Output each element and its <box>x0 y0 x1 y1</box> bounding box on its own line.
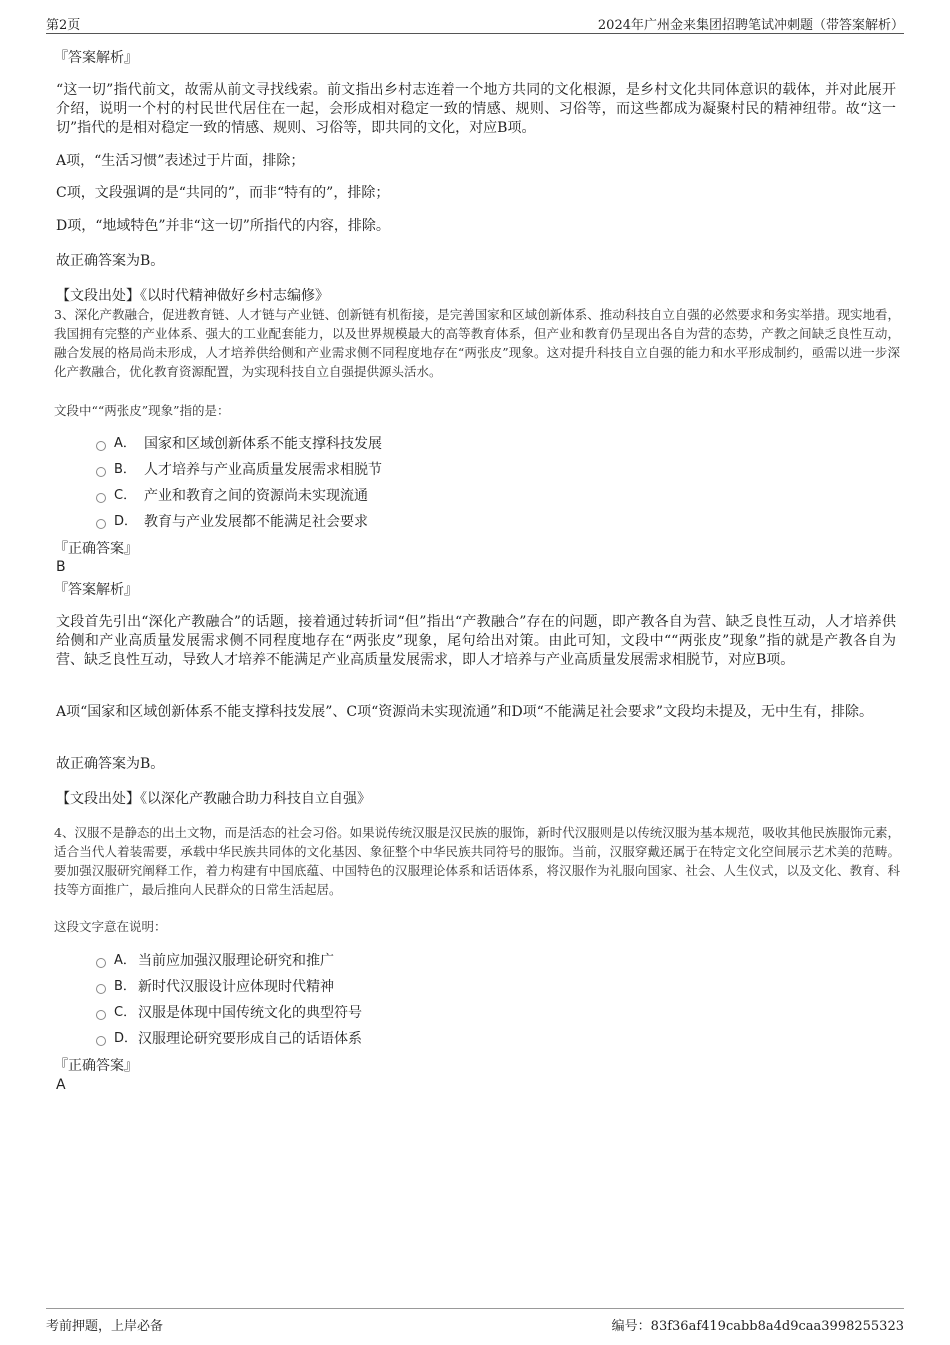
radio-button[interactable] <box>96 984 106 994</box>
option-letter: A． <box>114 436 136 451</box>
page-header <box>46 12 904 34</box>
radio-button[interactable] <box>96 1036 106 1046</box>
page-footer <box>46 1308 904 1334</box>
q4-correct-label: 『正确答案』 <box>54 1058 138 1074</box>
q3-analysis-paragraph: 文段首先引出“深化产教融合”的话题，接着通过转折词“但”指出“产教融合”存在的问题，即产教各自为营、缺乏良性互动，人才培养供给侧和产业高质量发展需求侧不同程度地存在“两张皮”现象，尾句给出对策。由此可知，文段中““两张皮”现象”指的就是产教各自为营、缺乏良性互动，导致人才培养不能满足产业高质量发展需求，即人才培养与产业高质量发展需求相脱节，对应B项。 <box>56 614 896 668</box>
q4-options <box>96 951 796 1055</box>
option-text: 汉服理论研究要形成自己的话语体系 <box>138 1031 362 1047</box>
document-title: 2024年广州金来集团招聘笔试冲刺题（带答案解析） <box>597 18 904 33</box>
radio-button[interactable] <box>96 1010 106 1020</box>
option-letter: D． <box>114 514 138 529</box>
q3-correct-label: 『正确答案』 <box>54 541 138 557</box>
q4-option-d[interactable] <box>96 1029 796 1055</box>
q3-option-b[interactable] <box>96 460 796 486</box>
q3-prompt: 文段中““两张皮”现象”指的是： <box>54 403 230 418</box>
radio-button[interactable] <box>96 958 106 968</box>
q3-conclusion: 故正确答案为B。 <box>56 756 165 772</box>
q3-stem: 3、深化产教融合，促进教育链、人才链与产业链、创新链有机衔接，是完善国家和区域创新体系、推动科技自立自强的必然要求和务实举措。现实地看，我国拥有完整的产业体系、强大的工业配套能力，以及世界规模最大的高等教育体系，但产业和教育仍呈现出各自为营的态势，产教之间缺乏良性互动，融合发展的格局尚未形成，人才培养供给侧和产业需求侧不同程度地存在“两张皮”现象。这对提升科技自立自强的能力和水平形成制约，亟需以进一步深化产教融合，优化教育资源配置，为实现科技自立自强提供源头活水。 <box>54 307 900 379</box>
option-text: 教育与产业发展都不能满足社会要求 <box>144 514 368 530</box>
q3-analysis-options: A项“国家和区域创新体系不能支撑科技发展”、C项“资源尚未实现流通”和D项“不能满足社会要求”文段均未提及，无中生有，排除。 <box>56 704 873 720</box>
q4-option-c[interactable] <box>96 1003 796 1029</box>
option-text: 人才培养与产业高质量发展需求相脱节 <box>144 462 382 478</box>
option-letter: B． <box>114 979 136 994</box>
radio-button[interactable] <box>96 493 106 503</box>
q4-stem: 4、汉服不是静态的出土文物，而是活态的社会习俗。如果说传统汉服是汉民族的服饰，新时代汉服则是以传统汉服为基本规范，吸收其他民族服饰元素，适合当代人着装需要，承载中华民族共同体的文化基因、象征整个中华民族共同符号的服饰。当前，汉服穿戴还属于在特定文化空间展示艺术美的范畴。要加强汉服研究阐释工作，着力构建有中国底蕴、中国特色的汉服理论体系和话语体系，将汉服作为礼服向国家、社会、人生仪式，以及文化、教育、科技等方面推广，最后推向人民群众的日常生活起居。 <box>54 825 900 897</box>
q2-analysis-option-a: A项，“生活习惯”表述过于片面，排除； <box>56 153 305 169</box>
q2-analysis-label: 『答案解析』 <box>54 50 138 66</box>
option-text: 新时代汉服设计应体现时代精神 <box>138 979 334 995</box>
q2-analysis-paragraph: “这一切”指代前文，故需从前文寻找线索。前文指出乡村志连着一个地方共同的文化根源，是乡村文化共同体意识的载体，并对此展开介绍，说明一个村的村民世代居住在一起，会形成相对稳定一致的情感、规则、习俗等，而这些都成为凝聚村民的精神纽带。故“这一切”指代的是相对稳定一致的情感、规则、习俗等，即共同的文化，对应B项。 <box>56 82 896 136</box>
q2-analysis-option-c: C项，文段强调的是“共同的”，而非“特有的”，排除； <box>56 185 390 201</box>
q3-options <box>96 434 796 538</box>
q3-correct-answer: B <box>56 559 66 575</box>
option-letter: A． <box>114 953 136 968</box>
q4-prompt: 这段文字意在说明： <box>54 919 167 934</box>
q2-conclusion: 故正确答案为B。 <box>56 253 165 269</box>
q2-analysis-option-d: D项，“地域特色”并非“这一切”所指代的内容，排除。 <box>56 218 390 234</box>
option-letter: D． <box>114 1031 138 1046</box>
q4-option-a[interactable] <box>96 951 796 977</box>
option-letter: B． <box>114 462 136 477</box>
radio-button[interactable] <box>96 441 106 451</box>
q3-analysis-label: 『答案解析』 <box>54 582 138 598</box>
option-letter: C． <box>114 488 137 503</box>
q3-option-a[interactable] <box>96 434 796 460</box>
q4-option-b[interactable] <box>96 977 796 1003</box>
option-text: 产业和教育之间的资源尚未实现流通 <box>144 488 368 504</box>
option-text: 国家和区域创新体系不能支撑科技发展 <box>144 436 382 452</box>
q3-source: 【文段出处】《以深化产教融合助力科技自立自强》 <box>56 791 371 807</box>
q2-source: 【文段出处】《以时代精神做好乡村志编修》 <box>56 288 329 304</box>
q4-correct-answer: A <box>56 1077 66 1093</box>
option-text: 当前应加强汉服理论研究和推广 <box>138 953 334 969</box>
option-text: 汉服是体现中国传统文化的典型符号 <box>138 1005 362 1021</box>
q3-option-d[interactable] <box>96 512 796 538</box>
radio-button[interactable] <box>96 467 106 477</box>
radio-button[interactable] <box>96 519 106 529</box>
option-letter: C． <box>114 1005 137 1020</box>
q3-option-c[interactable] <box>96 486 796 512</box>
page-number: 第2页 <box>46 18 81 33</box>
footer-slogan: 考前押题，上岸必备 <box>46 1319 164 1334</box>
document-code: 编号：83f36af419cabb8a4d9caa3998255323 <box>611 1319 904 1334</box>
